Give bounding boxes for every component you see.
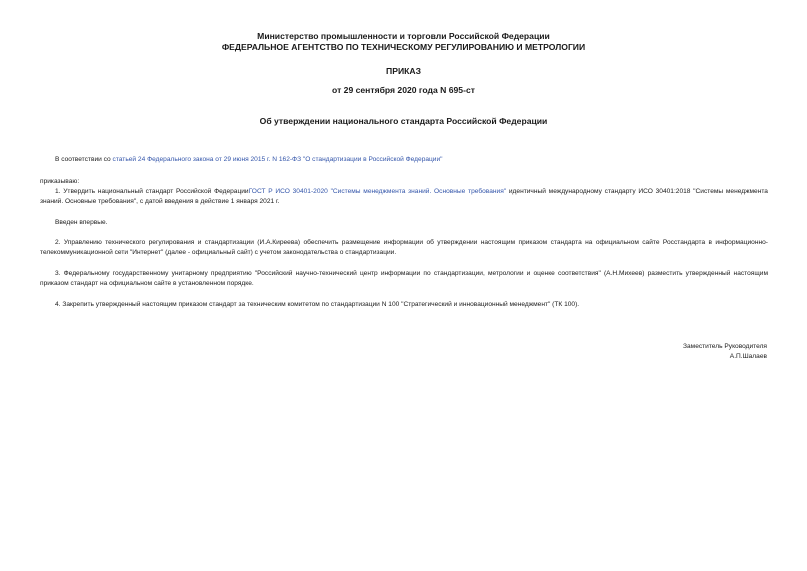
law-link[interactable]: статьей 24 Федерального закона от 29 июня 2015 г. N 162-ФЗ "О стандартизации в Российской Федерации" xyxy=(112,156,443,163)
ministry-name: Министерство промышленности и торговли Российской Федерации xyxy=(257,31,550,41)
first-time-note: Введен впервые. xyxy=(55,219,108,226)
item-3-paragraph: 3. Федеральному государственному унитарному предприятию "Российский научно-технический центр информации по стандартизации, метрологии и оценке соответствия" (А.Н.Михеев) разместить утвержденный настоящим приказом стандарт на официальном сайте в установленном порядке. xyxy=(40,270,768,287)
agency-name: ФЕДЕРАЛЬНОЕ АГЕНТСТВО ПО ТЕХНИЧЕСКОМУ РЕГУЛИРОВАНИЮ И МЕТРОЛОГИИ xyxy=(221,42,586,52)
signatory-position: Заместитель Руководителя xyxy=(683,343,767,350)
item-2-paragraph: 2. Управлению технического регулирования и стандартизации (И.А.Киреева) обеспечить размещение информации об утверждении настоящим приказом стандарта на официальном сайте Росстандарта в информационно-телекоммуникационной сети "Интернет" (далее - официальный сайт) с учетом законодательства о стандартизации. xyxy=(40,239,768,256)
signatory-name: А.П.Шалаев xyxy=(729,353,767,360)
document-date-number: от 29 сентября 2020 года N 695-ст xyxy=(332,85,475,95)
intro-prefix: В соответствии со xyxy=(55,156,113,163)
document-type: ПРИКАЗ xyxy=(386,66,421,76)
document-subject: Об утверждении национального стандарта Российской Федерации xyxy=(259,116,548,126)
item-1-paragraph xyxy=(40,187,768,207)
item-4-paragraph: 4. Закрепить утвержденный настоящим приказом стандарт за техническим комитетом по стандартизации N 100 "Стратегический и инновационный менеджмент" (ТК 100). xyxy=(55,301,580,308)
item-1-prefix: 1. Утвердить национальный стандарт Российской Федерации xyxy=(55,188,249,195)
order-word: приказываю: xyxy=(40,178,80,185)
item-1-suffix: идентичный международному стандарту ИСО 30401:2018 "Системы менеджмента знаний. Основные требования", с датой введения в действие 1 января 2021 г. xyxy=(40,188,768,205)
standard-link[interactable]: ГОСТ Р ИСО 30401-2020 "Системы менеджмента знаний. Основные требования" xyxy=(248,188,507,195)
intro-paragraph xyxy=(40,155,768,165)
